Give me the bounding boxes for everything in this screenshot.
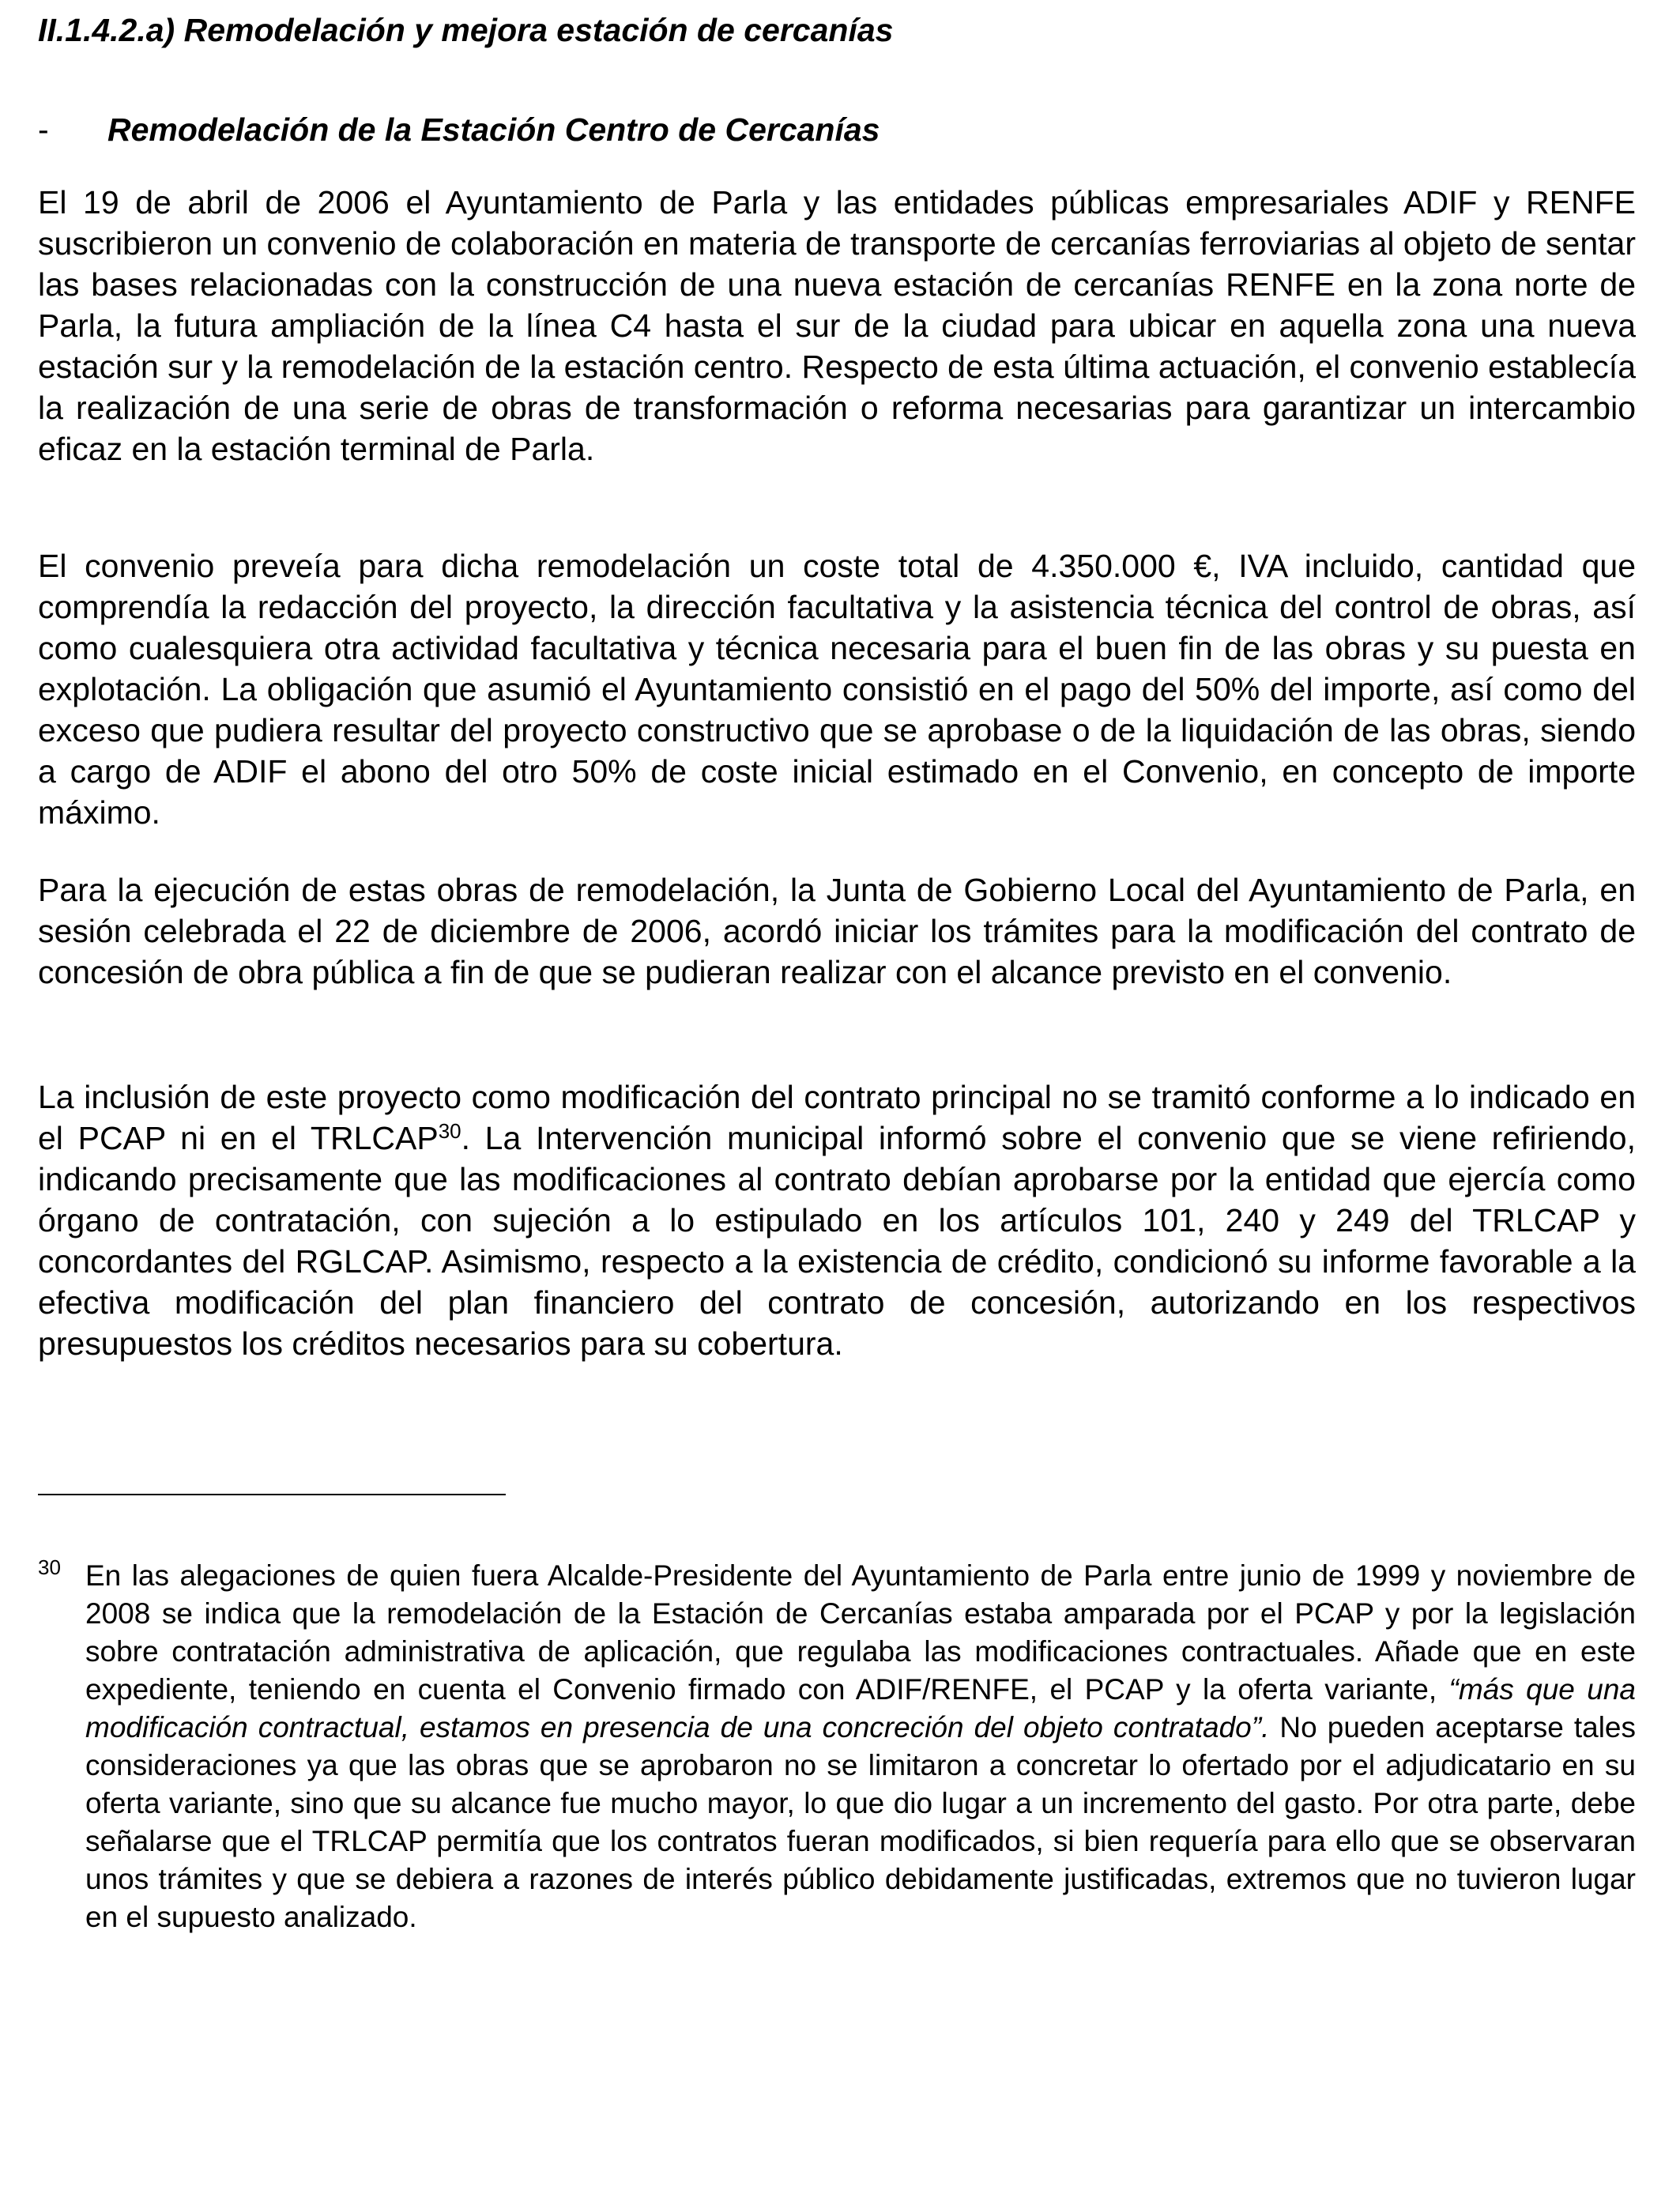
subsection-heading (38, 109, 880, 150)
section-heading: II.1.4.2.a) Remodelación y mejora estación de cercanías (38, 12, 894, 48)
footnote-separator (38, 1494, 506, 1495)
paragraph-coste: El convenio preveía para dicha remodelación un coste total de 4.350.000 €, IVA incluido, cantidad que comprendía la redacción del proyecto, la dirección facultativa y la asistencia técnica del control de obras, así como cualesquiera otra actividad facultativa y técnica necesaria para el buen fin de las obras y su puesta en explotación. La obligación que asumió el Ayuntamiento consistió en el pago del 50% del importe, así como del exceso que pudiera resultar del proyecto constructivo que se aprobase o de la liquidación de las obras, siendo a cargo de ADIF el abono del otro 50% de coste inicial estimado en el Convenio, en concepto de importe máximo. (38, 548, 1636, 831)
footnote-text (85, 1557, 1636, 1936)
subsection-title: Remodelación de la Estación Centro de Cercanías (107, 111, 880, 148)
footnote-text-end: No pueden aceptarse tales consideraciones ya que las obras que se aprobaron no se limitaron a concretar lo ofertado por el adjudicatario en su oferta variante, sino que su alcance fue mucho mayor, lo que dio lugar a un incremento del gasto. Por otra parte, debe señalarse que el TRLCAP permitía que los contratos fueran modificados, si bien requería para ello que se observaran unos trámites y que se debiera a razones de interés público debidamente justificadas, extremos que no tuvieron lugar en el supuesto analizado. (85, 1711, 1636, 1933)
footnote-quote: “más que una modificación contractual, estamos en presencia de una concreción del objeto contratado”. (85, 1673, 1637, 1744)
footnote-reference[interactable]: 30 (438, 1119, 461, 1143)
paragraph-inclusion-rest: . La Intervención municipal informó sobre el convenio que se viene refiriendo, indicando precisamente que las modificaciones al contrato debían aprobarse por la entidad que ejercía como órgano de contratación, con sujeción a lo estipulado en los artículos 101, 240 y 249 del TRLCAP y concordantes del RGLCAP. Asimismo, respecto a la existencia de crédito, condicionó su informe favorable a la efectiva modificación del plan financiero del contrato de concesión, autorizando en los respectivos presupuestos los créditos necesarios para su cobertura. (38, 1120, 1637, 1362)
footnote-text-start: En las alegaciones de quien fuera Alcalde-Presidente del Ayuntamiento de Parla entre junio de 1999 y noviembre de 2008 se indica que la remodelación de la Estación de Cercanías estaba amparada por el PCAP y por la legislación sobre contratación administrativa de aplicación, que regulaba las modificaciones contractuales. Añade que en este expediente, teniendo en cuenta el Convenio firmado con ADIF/RENFE, el PCAP y la oferta variante, (85, 1559, 1636, 1706)
paragraph-ejecucion: Para la ejecución de estas obras de remodelación, la Junta de Gobierno Local del Ayuntamiento de Parla, en sesión celebrada el 22 de diciembre de 2006, acordó iniciar los trámites para la modificación del contrato de concesión de obra pública a fin de que se pudieran realizar con el alcance previsto en el convenio. (38, 872, 1636, 990)
paragraph-inclusion-start: La inclusión de este proyecto como modificación del contrato principal no se tramitó conforme a lo indicado en el PCAP ni en el TRLCAP (38, 1079, 1636, 1156)
footnote-number: 30 (38, 1555, 61, 1579)
paragraph-convenio: El 19 de abril de 2006 el Ayuntamiento de Parla y las entidades públicas empresariales ADIF y RENFE suscribieron un convenio de colaboración en materia de transporte de cercanías ferroviarias al objeto de sentar las bases relacionadas con la construcción de una nueva estación de cercanías RENFE en la zona norte de Parla, la futura ampliación de la línea C4 hasta el sur de la ciudad para ubicar en aquella zona una nueva estación sur y la remodelación de la estación centro. Respecto de esta última actuación, el convenio establecía la realización de una serie de obras de transformación o reforma necesarias para garantizar un intercambio eficaz en la estación terminal de Parla. (38, 184, 1636, 467)
subsection-bullet: - (38, 111, 49, 148)
paragraph-inclusion (38, 1076, 1636, 1364)
